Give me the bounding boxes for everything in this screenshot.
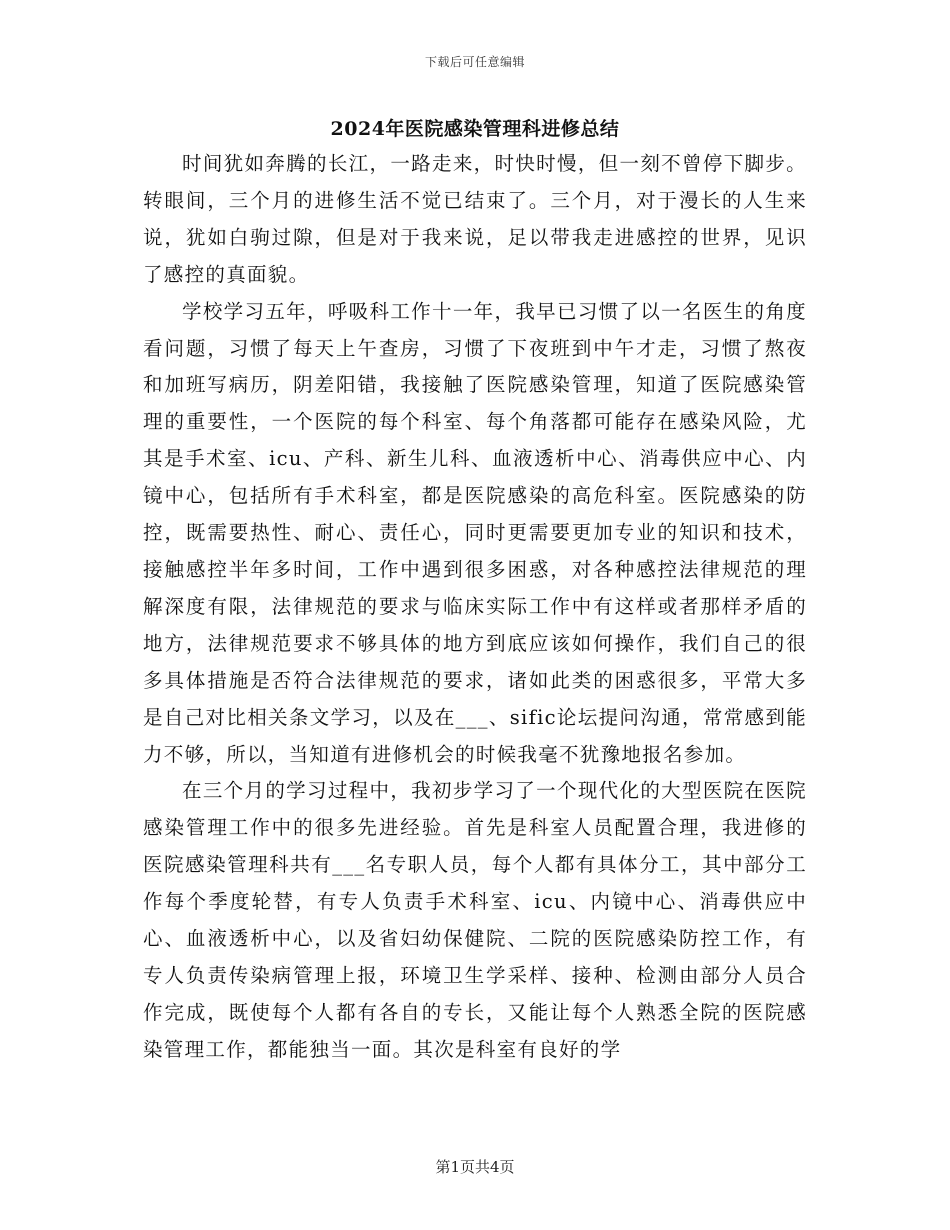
page-footer: 第1页共4页	[435, 1158, 515, 1176]
paragraph: 时间犹如奔腾的长江，一路走来，时快时慢，但一刻不曾停下脚步。转眼间，三个月的进修生活不觉已结束了。三个月，对于漫长的人生来说，犹如白驹过隙，但是对于我来说，足以带我走进感控的世界，见识了感控的真面貌。	[143, 152, 807, 286]
paragraph: 学校学习五年，呼吸科工作十一年，我早已习惯了以一名医生的角度看问题，习惯了每天上午查房，习惯了下夜班到中午才走，习惯了熬夜和加班写病历，阴差阳错，我接触了医院感染管理，知道了医院感染管理的重要性，一个医院的每个科室、每个角落都可能存在感染风险，尤其是手术室、icu、产科、新生儿科、血液透析中心、消毒供应中心、内镜中心，包括所有手术科室，都是医院感染的高危科室。医院感染的防控，既需要热性、耐心、责任心，同时更需要更加专业的知识和技术，接触感控半年多时间，工作中遇到很多困惑，对各种感控法律规范的理解深度有限，法律规范的要求与临床实际工作中有这样或者那样矛盾的地方，法律规范要求不够具体的地方到底应该如何操作，我们自己的很多具体措施是否符合法律规范的要求，诸如此类的困惑很多，平常大多是自己对比相关条文学习，以及在___、sific论坛提问沟通，常常感到能力不够，所以，当知道有进修机会的时候我毫不犹豫地报名参加。	[143, 299, 807, 766]
document-title: 2024年医院感染管理科进修总结	[330, 118, 620, 140]
paragraph: 在三个月的学习过程中，我初步学习了一个现代化的大型医院在医院感染管理工作中的很多先进经验。首先是科室人员配置合理，我进修的医院感染管理科共有___名专职人员，每个人都有具体分工，其中部分工作每个季度轮替，有专人负责手术科室、icu、内镜中心、消毒供应中心、血液透析中心，以及省妇幼保健院、二院的医院感染防控工作，有专人负责传染病管理上报，环境卫生学采样、接种、检测由部分人员合作完成，既使每个人都有各自的专长，又能让每个人熟悉全院的医院感染管理工作，都能独当一面。其次是科室有良好的学	[143, 779, 807, 1061]
header-note: 下载后可任意编辑	[424, 55, 525, 69]
document-body	[143, 146, 807, 1069]
